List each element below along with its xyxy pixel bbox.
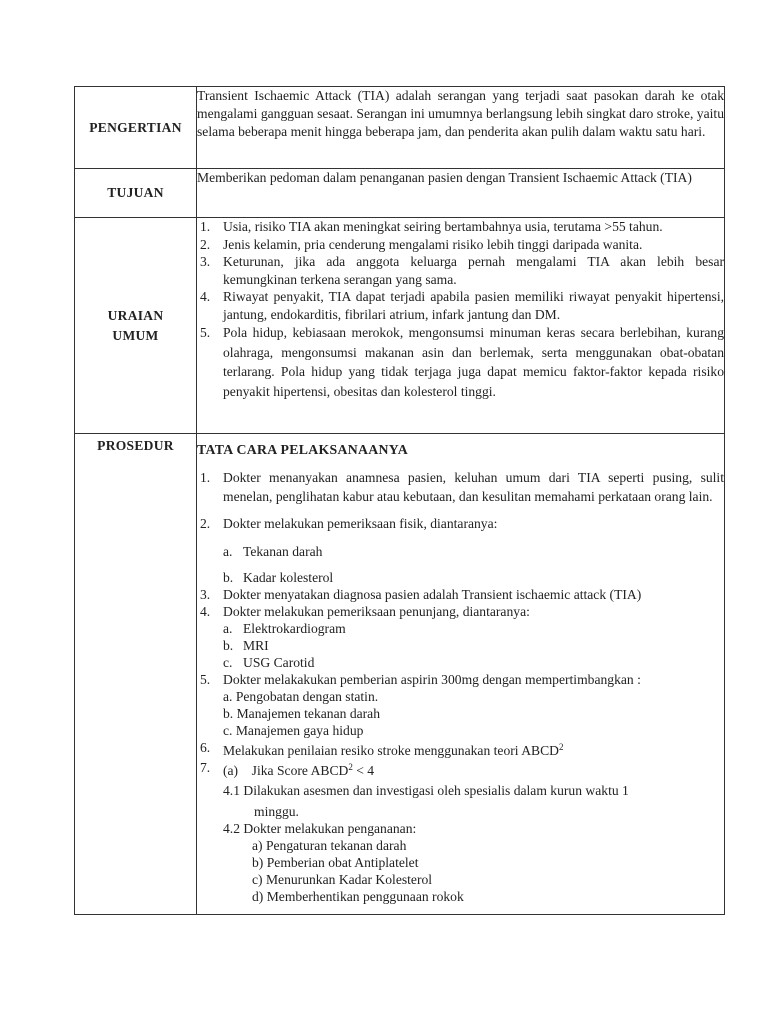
sub-item: c) Menurunkan Kadar Kolesterol xyxy=(252,871,433,887)
step-item: 2. Dokter melakukan pemeriksaan fisik, diantaranya: xyxy=(200,516,498,531)
row-uraian-umum xyxy=(75,218,725,434)
step-item: 5. Dokter melakakukan pemberian aspirin 300mg dengan mempertimbangkan : xyxy=(200,671,641,687)
step-item: 7. (a) Jika Score $ABCD^2 < 4$ xyxy=(200,759,375,778)
tujuan-text: Memberikan pedoman dalam penanganan pasien dengan Transient Ischaemic Attack (TIA) xyxy=(197,169,725,218)
sub-item: 4.2 Dokter melakukan pengananаn: xyxy=(223,820,417,836)
sub-item: b. Kadar kolesterol xyxy=(223,569,334,585)
sub-item: c. USG Carotid xyxy=(223,654,315,670)
sub-item: b. Manajemen tekanan darah xyxy=(223,705,381,721)
sub-item: b) Pemberian obat Antiplatelet xyxy=(252,854,419,870)
list-item: 2. Jenis kelamin, pria cenderung mengalami risiko lebih tinggi daripada wanita. xyxy=(200,236,643,252)
prosedur-content xyxy=(197,434,725,915)
sub-item: b. MRI xyxy=(223,637,269,653)
sub-item: a. Elektrokardiogram xyxy=(223,620,346,636)
sub-item: a) Pengaturan tekanan darah xyxy=(252,837,407,853)
step-item: 1. Dokter menanyakan anamnesa pasien, keluhan umum dari TIA seperti pusing, sulit menelan, penglihatan kabur atau kebutaan, dan kesulitan memahami perkataan orang lain. xyxy=(200,470,724,504)
uraian-list xyxy=(197,218,725,434)
sub-item: 4.1 Dilakukan asesmen dan investigasi oleh spesialis dalam kurun waktu 1 xyxy=(223,782,629,798)
sub-item: c. Manajemen gaya hidup xyxy=(223,722,364,738)
list-item: 5. Pola hidup, kebiasaan merokok, mengonsumsi minuman keras secara berlebihan, kurang olahraga, mengonsumsi makanan asin dan berlemak, serta menggunakan obat-obatan terlarang. Pola hidup yang tidak terjaga juga dapat memicu faktor-faktor kepada risiko penyakit hipertensi, obesitas dan kolesterol tinggi. xyxy=(200,325,724,399)
row-pengertian xyxy=(75,87,725,169)
label-prosedur: PROSEDUR xyxy=(75,434,197,915)
prosedur-heading: TATA CARA PELAKSANAANYA xyxy=(197,442,409,457)
label-pengertian: PENGERTIAN xyxy=(75,87,197,169)
step-item: 3. Dokter menyatakan diagnosa pasien adalah Transient ischaemic attack (TIA) xyxy=(200,586,642,602)
row-tujuan xyxy=(75,169,725,218)
sop-table xyxy=(74,86,725,915)
label-uraian-umum xyxy=(75,218,197,434)
sub-item: minggu. xyxy=(254,803,299,819)
list-item: 4. Riwayat penyakit, TIA dapat terjadi apabila pasien memiliki riwayat penyakit hipertensi, jantung, endokarditis, fibrilari atrium, infark jantung dan DM. xyxy=(200,289,724,322)
label-tujuan: TUJUAN xyxy=(75,169,197,218)
step-item: 6. Melakukan penilaian resiko stroke menggunakan teori ABCD$^2$ xyxy=(200,739,564,758)
list-item: 3. Keturunan, jika ada anggota keluarga pernah mengalami TIA akan lebih besar kemungkinan terkena serangan yang sama. xyxy=(200,254,724,287)
sub-item: d) Memberhentikan penggunaan rokok xyxy=(252,888,464,904)
step-item: 4. Dokter melakukan pemeriksaan penunjang, diantaranya: xyxy=(200,603,530,619)
sub-item: a. Tekanan darah xyxy=(223,543,323,559)
sub-item: a. Pengobatan dengan statin. xyxy=(223,688,379,704)
label-uraian-line2: UMUM xyxy=(112,327,159,343)
pengertian-text: Transient Ischaemic Attack (TIA) adalah serangan yang terjadi saat pasokan darah ke otak mengalami gangguan sesaat. Serangan ini umumnya berlangsung lebih singkat daro stroke, yaitu selama beberapa menit hingga beberapa jam, dan penderita akan pulih dalam waktu satu hari. xyxy=(197,87,725,169)
list-item: 1. Usia, risiko TIA akan meningkat seiring bertambahnya usia, terutama >55 tahun. xyxy=(200,219,663,234)
row-prosedur xyxy=(75,434,725,915)
label-uraian-line1: URAIAN xyxy=(107,307,164,323)
